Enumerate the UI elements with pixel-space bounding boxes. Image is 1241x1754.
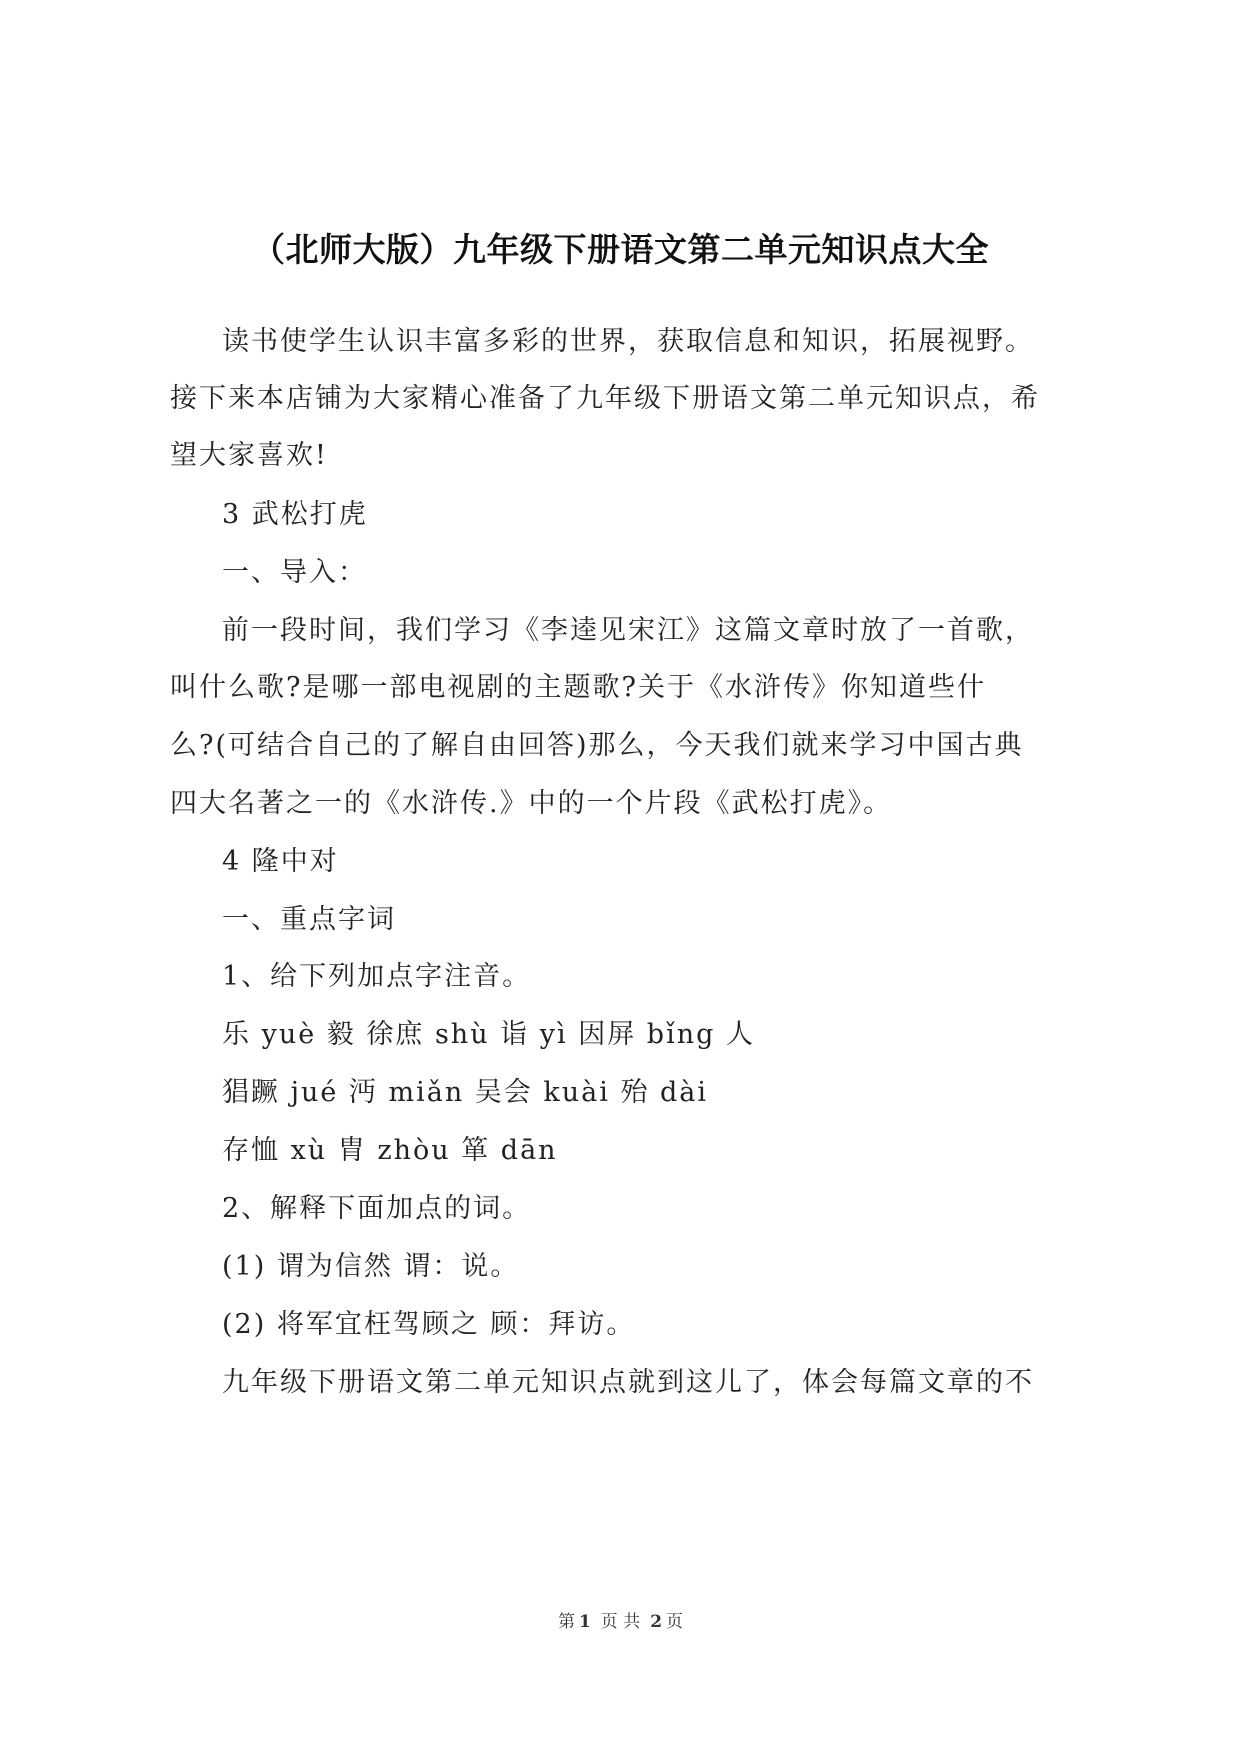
section-heading: 3 武松打虎: [222, 499, 368, 530]
paragraph-line: 九年级下册语文第二单元知识点就到这儿了，体会每篇文章的不: [222, 1367, 1034, 1398]
footer-middle: 页 共: [600, 1612, 641, 1632]
paragraph-line: 望大家喜欢!: [170, 440, 328, 471]
paragraph-line: 读书使学生认识丰富多彩的世界，获取信息和知识，拓展视野。: [222, 326, 1034, 357]
subsection-heading: 一、重点字词: [222, 904, 396, 935]
document-title: （北师大版）九年级下册语文第二单元知识点大全: [252, 230, 989, 269]
footer-page-number: 1: [578, 1612, 591, 1632]
exercise-heading: 1、给下列加点字注音。: [222, 961, 532, 992]
paragraph-line: 接下来本店铺为大家精心准备了九年级下册语文第二单元知识点，希: [170, 383, 1040, 414]
paragraph-line: 四大名著之一的《水浒传.》中的一个片段《武松打虎》。: [170, 788, 893, 819]
paragraph-line: 前一段时间，我们学习《李逵见宋江》这篇文章时放了一首歌，: [222, 615, 1034, 646]
footer-prefix: 第: [557, 1612, 575, 1632]
section-heading: 4 隆中对: [222, 846, 339, 877]
paragraph-line: 么?(可结合自己的了解自由回答)那么，今天我们就来学习中国古典: [170, 730, 1024, 761]
pinyin-line: 猖蹶 jué 沔 miǎn 吴会 kuài 殆 dài: [222, 1077, 709, 1108]
exercise-heading: 2、解释下面加点的词。: [222, 1193, 532, 1224]
definition-line: (2) 将军宜枉驾顾之 顾：拜访。: [222, 1309, 636, 1340]
pinyin-line: 存恤 xù 胄 zhòu 箪 dān: [222, 1135, 558, 1166]
definition-line: (1) 谓为信然 谓：说。: [222, 1251, 520, 1282]
subsection-heading: 一、导入：: [222, 557, 367, 588]
page-footer: [0, 1610, 1241, 1634]
footer-suffix: 页: [666, 1612, 684, 1632]
footer-page-total: 2: [650, 1612, 663, 1632]
pinyin-line: 乐 yuè 毅 徐庶 shù 诣 yì 因屏 bǐng 人: [222, 1019, 755, 1050]
paragraph-line: 叫什么歌?是哪一部电视剧的主题歌?关于《水浒传》你知道些什: [170, 672, 986, 703]
